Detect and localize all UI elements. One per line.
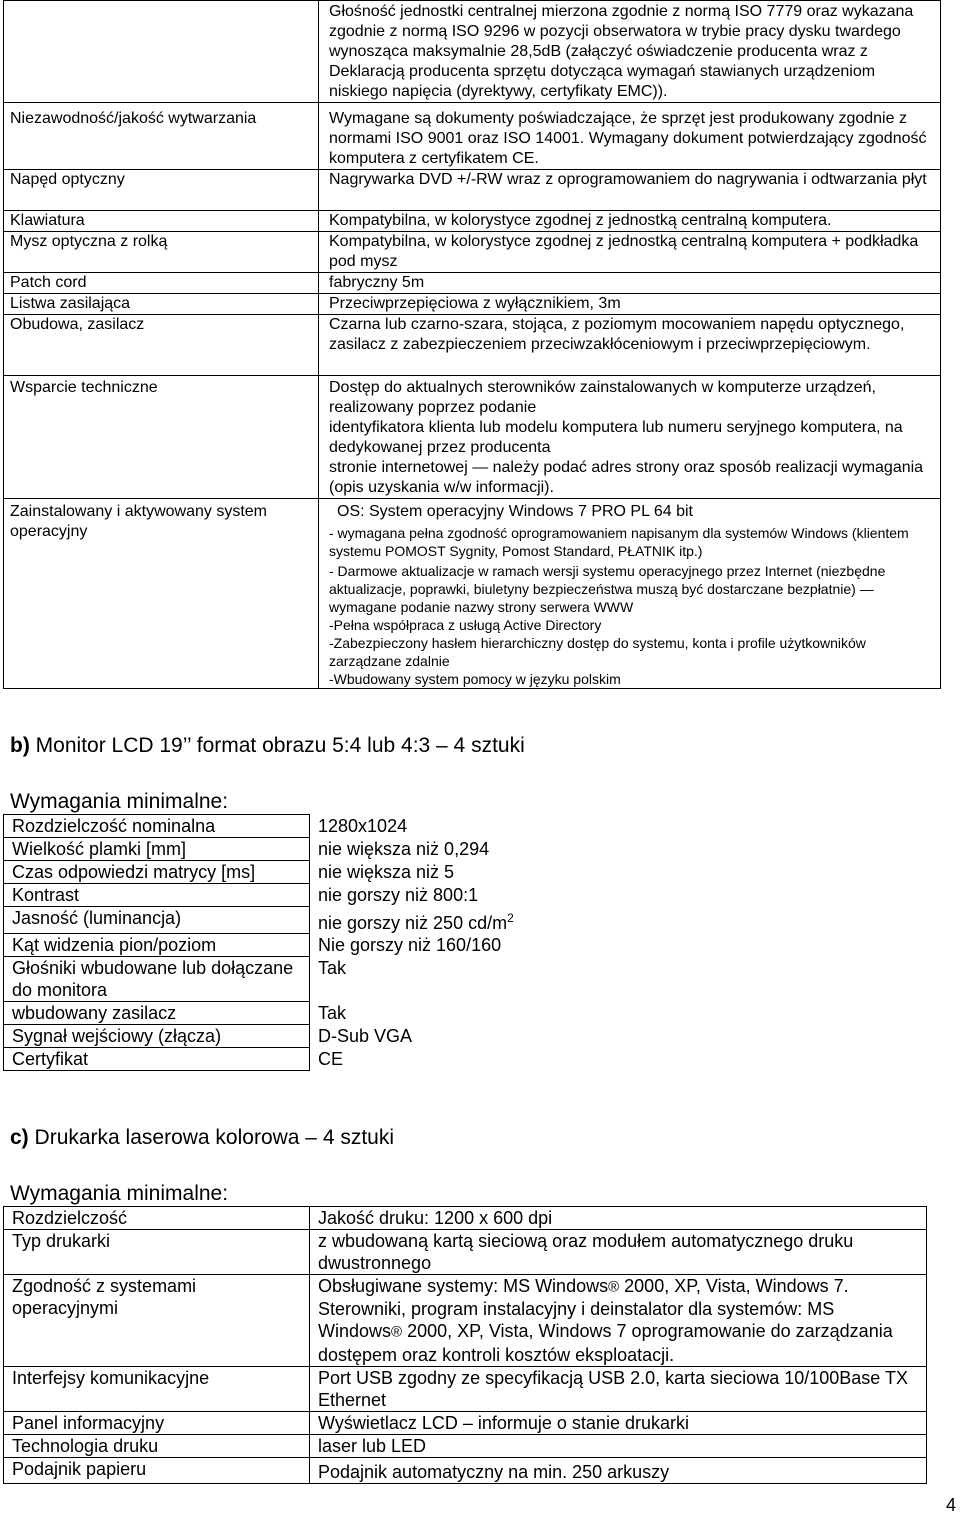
- os-line: - Darmowe aktualizacje w ramach wersji systemu operacyjnego przez Internet (niezbędne aktualizacje, poprawki, biuletyny bezpieczeństwa muszą być dostarczane bezpłatnie) — wymagane podanie nazwy strony serwera WWW: [329, 563, 886, 615]
- monitor-heading: [10, 734, 525, 758]
- row-key: Wsparcie techniczne: [4, 376, 319, 499]
- computer-spec-table: [3, 0, 941, 689]
- row-value: Jakość druku: 1200 x 600 dpi: [310, 1207, 927, 1230]
- row-value: laser lub LED: [310, 1434, 927, 1457]
- row-value: Nagrywarka DVD +/-RW wraz z oprogramowaniem do nagrywania i odtwarzania płyt: [319, 170, 941, 211]
- os-line: -Wbudowany system pomocy w języku polskim: [329, 671, 621, 687]
- page-number: 4: [945, 1495, 956, 1515]
- row-key: Podajnik papieru: [4, 1457, 310, 1483]
- row-key: Napęd optyczny: [4, 170, 319, 211]
- row-key: Listwa zasilająca: [4, 294, 319, 315]
- printer-req-heading: Wymagania minimalne:: [10, 1182, 229, 1205]
- table-row: [4, 294, 941, 315]
- table-row: [4, 232, 941, 273]
- row-key: Klawiatura: [4, 211, 319, 232]
- table-row: [4, 934, 927, 957]
- os-line: -Pełna współpraca z usługą Active Directory: [329, 617, 602, 633]
- os-cell: [319, 499, 941, 689]
- table-row: [4, 1457, 927, 1483]
- support-cell: [319, 376, 941, 499]
- table-row: [4, 907, 927, 934]
- row-key: Jasność (luminancja): [4, 907, 310, 934]
- row-key: Panel informacyjny: [4, 1411, 310, 1434]
- row-key: Niezawodność/jakość wytwarzania: [4, 103, 319, 170]
- row-value: Nie gorszy niż 160/160: [318, 934, 502, 955]
- row-value: D-Sub VGA: [318, 1025, 413, 1046]
- table-row: [4, 170, 941, 211]
- table-row: [4, 1, 941, 103]
- table-row: [4, 499, 941, 689]
- monitor-table: [3, 814, 927, 1071]
- table-row: [4, 1207, 927, 1230]
- row-value: Wymagane są dokumenty poświadczające, że sprzęt jest produkowany zgodnie z normami ISO 9001 oraz ISO 14001. Wymagany dokument potwierdzający zgodność komputera z certyfikatem CE.: [319, 103, 941, 170]
- row-value: z wbudowaną kartą sieciową oraz modułem automatycznego druku dwustronnego: [310, 1230, 927, 1275]
- printer-label: c): [10, 1126, 29, 1149]
- table-row: [4, 315, 941, 376]
- support-line: Dostęp do aktualnych sterowników zainstalowanych w komputerze urządzeń, realizowany poprzez podanie: [329, 379, 876, 416]
- table-row: [4, 861, 927, 884]
- row-value: nie większa niż 5: [318, 861, 455, 882]
- row-key: Zainstalowany i aktywowany system operacyjny: [4, 499, 319, 689]
- table-row: [4, 1366, 927, 1411]
- row-key: Kontrast: [4, 884, 310, 907]
- superscript: 2: [507, 910, 514, 925]
- table-row: [4, 815, 927, 838]
- row-value: Przeciwprzepięciowa z wyłącznikiem, 3m: [319, 294, 941, 315]
- row-value: Tak: [318, 957, 347, 978]
- row-key: Sygnał wejściowy (złącza): [4, 1025, 310, 1048]
- row-key: Typ drukarki: [4, 1230, 310, 1275]
- row-key: Głośniki wbudowane lub dołączane do monitora: [4, 957, 310, 1002]
- row-key: Kąt widzenia pion/poziom: [4, 934, 310, 957]
- row-key: Interfejsy komunikacyjne: [4, 1366, 310, 1411]
- row-value: Wyświetlacz LCD – informuje o stanie drukarki: [310, 1411, 927, 1434]
- table-row: [4, 273, 941, 294]
- row-key: Technologia druku: [4, 1434, 310, 1457]
- os-line: -Zabezpieczony hasłem hierarchiczny dostęp do systemu, konta i profile użytkowników zarządzane zdalnie: [329, 635, 866, 669]
- row-key: wbudowany zasilacz: [4, 1002, 310, 1025]
- table-row: [4, 1275, 927, 1367]
- monitor-label: b): [10, 734, 30, 757]
- row-value: Czarna lub czarno-szara, stojąca, z poziomym mocowaniem napędu optycznego, zasilacz z zabezpieczeniem przeciwzakłóceniowym i przeciwprzepięciowym.: [319, 315, 941, 376]
- table-row: [4, 1411, 927, 1434]
- table-row: [4, 838, 927, 861]
- row-key: Zgodność z systemami operacyjnymi: [4, 1275, 310, 1367]
- row-key: Rozdzielczość nominalna: [4, 815, 310, 838]
- row-value: Port USB zgodny ze specyfikacją USB 2.0, karta sieciowa 10/100Base TX Ethernet: [310, 1366, 927, 1411]
- table-row: [4, 1025, 927, 1048]
- table-row: [4, 957, 927, 1002]
- table-row: [4, 211, 941, 232]
- row-value: fabryczny 5m: [319, 273, 941, 294]
- os-title: OS: System operacyjny Windows 7 PRO PL 64 bit: [337, 503, 693, 520]
- table-row: [4, 376, 941, 499]
- row-value: Podajnik automatyczny na min. 250 arkuszy: [310, 1457, 927, 1483]
- registered-icon: ®: [608, 1278, 620, 1296]
- row-value: 1280x1024: [318, 815, 408, 836]
- monitor-title: Monitor LCD 19’’ format obrazu 5:4 lub 4:3 – 4 sztuki: [35, 734, 525, 757]
- os-text: 2000, XP, Vista, Windows 7. Sterowniki, program instalacyjny i deinstalator dla systemów: MS Windows: [318, 1276, 849, 1342]
- row-key: Certyfikat: [4, 1048, 310, 1071]
- table-row: [4, 884, 927, 907]
- table-row: [4, 1002, 927, 1025]
- table-row: [4, 103, 941, 170]
- row-key: Wielkość plamki [mm]: [4, 838, 310, 861]
- monitor-req-heading: Wymagania minimalne:: [10, 790, 229, 813]
- printer-heading: [10, 1126, 394, 1150]
- table-row: [4, 1048, 927, 1071]
- os-line: - wymagana pełna zgodność oprogramowaniem napisanym dla systemów Windows (klientem systemu POMOST Sygnity, Pomost Standard, PŁATNIK itp.): [329, 525, 909, 559]
- noise-text: Głośność jednostki centralnej mierzona zgodnie z normą ISO 7779 oraz wykazana zgodnie z normą ISO 9296 w pozycji obserwatora w trybie pracy dysku twardego wynosząca maksymalnie 28,5dB (załączyć oświadczenie producenta wraz z Deklaracją producenta sprzętu dotycząca wymagań stawianych urządzeniom niskiego napięcia (dyrektywy, certyfikaty EMC)).: [319, 1, 941, 103]
- row-value: CE: [318, 1048, 344, 1069]
- os-text: 2000, XP, Vista, Windows 7 oprogramowanie do zarządzania dostępem oraz kontroli kosztów eksploatacji.: [318, 1321, 893, 1365]
- support-line: identyfikatora klienta lub modelu komputera lub numeru seryjnego komputera, na dedykowanej przez producenta: [329, 419, 903, 456]
- table-row: [4, 1230, 927, 1275]
- row-value: Tak: [318, 1002, 347, 1023]
- row-value: Kompatybilna, w kolorystyce zgodnej z jednostką centralną komputera.: [319, 211, 941, 232]
- row-key: Czas odpowiedzi matrycy [ms]: [4, 861, 310, 884]
- row-value: Kompatybilna, w kolorystyce zgodnej z jednostką centralną komputera + podkładka pod mysz: [319, 232, 941, 273]
- printer-title: Drukarka laserowa kolorowa – 4 sztuki: [34, 1126, 395, 1149]
- row-key: Rozdzielczość: [4, 1207, 310, 1230]
- luminance-value: nie gorszy niż 250 cd/m: [318, 912, 508, 933]
- table-row: [4, 1434, 927, 1457]
- row-key: Mysz optyczna z rolką: [4, 232, 319, 273]
- row-value: nie większa niż 0,294: [318, 838, 490, 859]
- row-value: nie gorszy niż 800:1: [318, 884, 479, 905]
- row-key: Patch cord: [4, 273, 319, 294]
- os-text: Obsługiwane systemy: MS Windows: [318, 1276, 609, 1296]
- registered-icon: ®: [391, 1323, 403, 1341]
- support-line: stronie internetowej — należy podać adres strony oraz sposób realizacji wymagania (opis uzyskania w/w informacji).: [329, 459, 924, 496]
- row-value: [310, 907, 927, 934]
- row-key: Obudowa, zasilacz: [4, 315, 319, 376]
- row-value: [310, 1275, 927, 1367]
- printer-table: [3, 1206, 927, 1484]
